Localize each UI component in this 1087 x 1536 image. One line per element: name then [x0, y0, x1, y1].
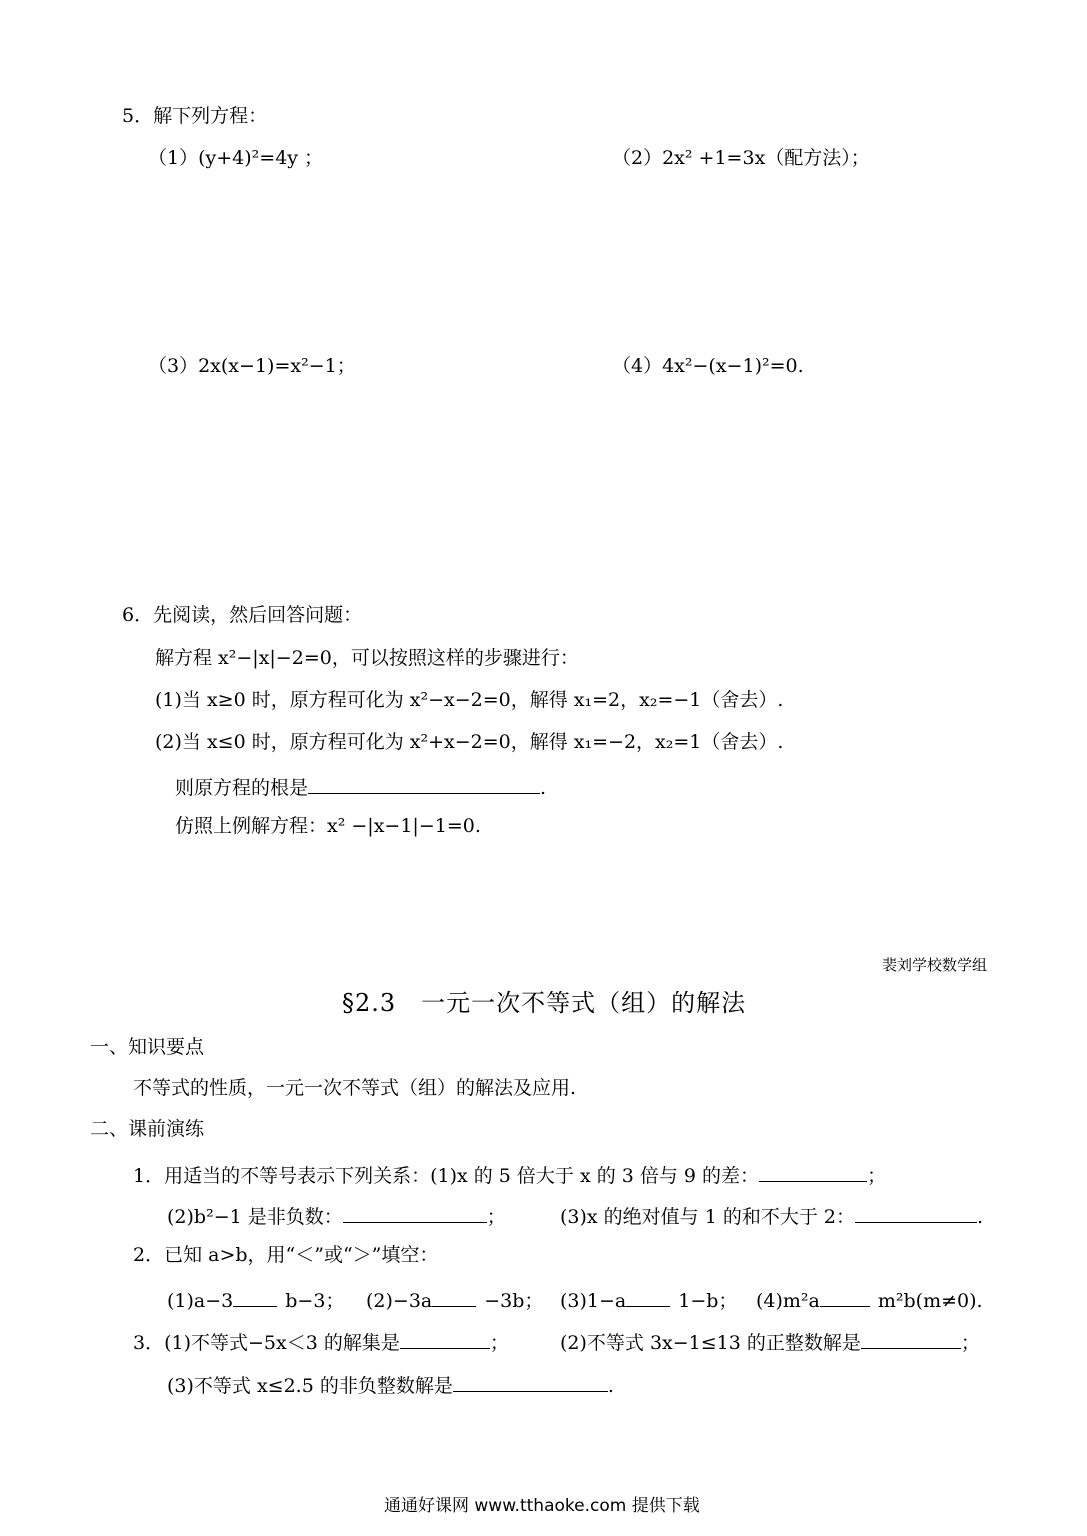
question1-line1 [133, 1163, 886, 1186]
q2-2-left: (2)−3a [366, 1290, 433, 1312]
q2-1-left: (1)a−3 [167, 1290, 234, 1312]
q2-1-answer-blank[interactable] [233, 1288, 277, 1307]
problem6-roots [175, 775, 546, 798]
problem5-item-1: （1）(y+4)²=4y ； [148, 147, 324, 169]
q2-4-left: (4)m²a [756, 1290, 820, 1312]
q1-2-answer-blank[interactable] [343, 1204, 487, 1223]
q2-1-right: b−3； [285, 1290, 345, 1312]
part1-heading: 一、知识要点 [90, 1036, 205, 1058]
q3-2-answer-blank[interactable] [861, 1330, 961, 1349]
question2-heading: 2．已知 a>b，用“＜”或“＞”填空： [133, 1244, 439, 1266]
question3-line1a [133, 1330, 509, 1353]
problem6-heading: 6．先阅读，然后回答问题： [122, 604, 363, 626]
q3-2-suffix: ； [960, 1332, 980, 1354]
problem6-intro: 解方程 x²−|x|−2=0，可以按照这样的步骤进行： [155, 647, 579, 669]
question2-item-2 [366, 1288, 543, 1311]
problem5-heading: 5．解下列方程： [122, 105, 268, 127]
problem5-item-3: （3）2x(x−1)=x²−1； [148, 355, 356, 377]
q2-4-right: m²b(m≠0). [877, 1290, 983, 1312]
q3-3-prefix: (3)不等式 x≤2.5 的非负整数解是 [167, 1375, 453, 1397]
problem6-case1: (1)当 x≥0 时，原方程可化为 x²−x−2=0，解得 x₁=2，x₂=−1（舍去）. [155, 689, 784, 711]
page-footer: 通通好课网 www.tthaoke.com 提供下载 [384, 1496, 700, 1516]
q2-4-answer-blank[interactable] [820, 1288, 870, 1307]
q2-2-answer-blank[interactable] [432, 1288, 476, 1307]
question3-line2 [167, 1373, 614, 1396]
q1-2-suffix: ； [486, 1206, 506, 1228]
roots-suffix: . [540, 777, 547, 799]
section-title: §2.3 一元一次不等式（组）的解法 [342, 989, 747, 1017]
part2-heading: 二、课前演练 [90, 1118, 205, 1140]
question2-item-1 [167, 1288, 344, 1311]
problem6-imitate: 仿照上例解方程：x² −|x−1|−1=0. [175, 815, 481, 837]
q2-3-right: 1−b； [678, 1290, 738, 1312]
question2-item-4 [756, 1288, 983, 1311]
question3-line1b [560, 1330, 980, 1353]
problem6-case2: (2)当 x≤0 时，原方程可化为 x²+x−2=0，解得 x₁=−2，x₂=1（舍去）. [155, 731, 784, 753]
question2-item-3 [560, 1288, 737, 1311]
q1-2-prefix: (2)b²−1 是非负数： [167, 1206, 343, 1228]
q1-1-suffix: ； [867, 1165, 887, 1187]
question1-line2b [560, 1204, 983, 1227]
q2-2-right: −3b； [484, 1290, 544, 1312]
q3-1-prefix: 3．(1)不等式−5x＜3 的解集是 [133, 1332, 400, 1354]
q2-3-left: (3)1−a [560, 1290, 627, 1312]
q3-1-suffix: ； [489, 1332, 509, 1354]
q3-1-answer-blank[interactable] [400, 1330, 490, 1349]
q2-3-answer-blank[interactable] [626, 1288, 670, 1307]
q3-2-prefix: (2)不等式 3x−1≤13 的正整数解是 [560, 1332, 861, 1354]
q1-1-prefix: 1．用适当的不等号表示下列关系：(1)x 的 5 倍大于 x 的 3 倍与 9 的差： [133, 1165, 760, 1187]
question1-line2a [167, 1204, 506, 1227]
problem5-item-4: （4）4x²−(x−1)²=0. [612, 355, 804, 377]
q1-3-prefix: (3)x 的绝对值与 1 的和不大于 2： [560, 1206, 855, 1228]
problem5-item-2: （2）2x² +1=3x（配方法）； [612, 147, 870, 169]
q1-3-answer-blank[interactable] [855, 1204, 977, 1223]
q1-1-answer-blank[interactable] [759, 1163, 867, 1182]
q1-3-suffix: . [976, 1206, 984, 1228]
roots-prefix: 则原方程的根是 [175, 777, 309, 799]
author-label: 裴刘学校数学组 [882, 956, 988, 974]
q3-3-answer-blank[interactable] [453, 1373, 608, 1392]
part1-text: 不等式的性质，一元一次不等式（组）的解法及应用. [133, 1077, 577, 1099]
q3-3-suffix: . [607, 1375, 614, 1397]
roots-answer-blank[interactable] [308, 775, 540, 794]
